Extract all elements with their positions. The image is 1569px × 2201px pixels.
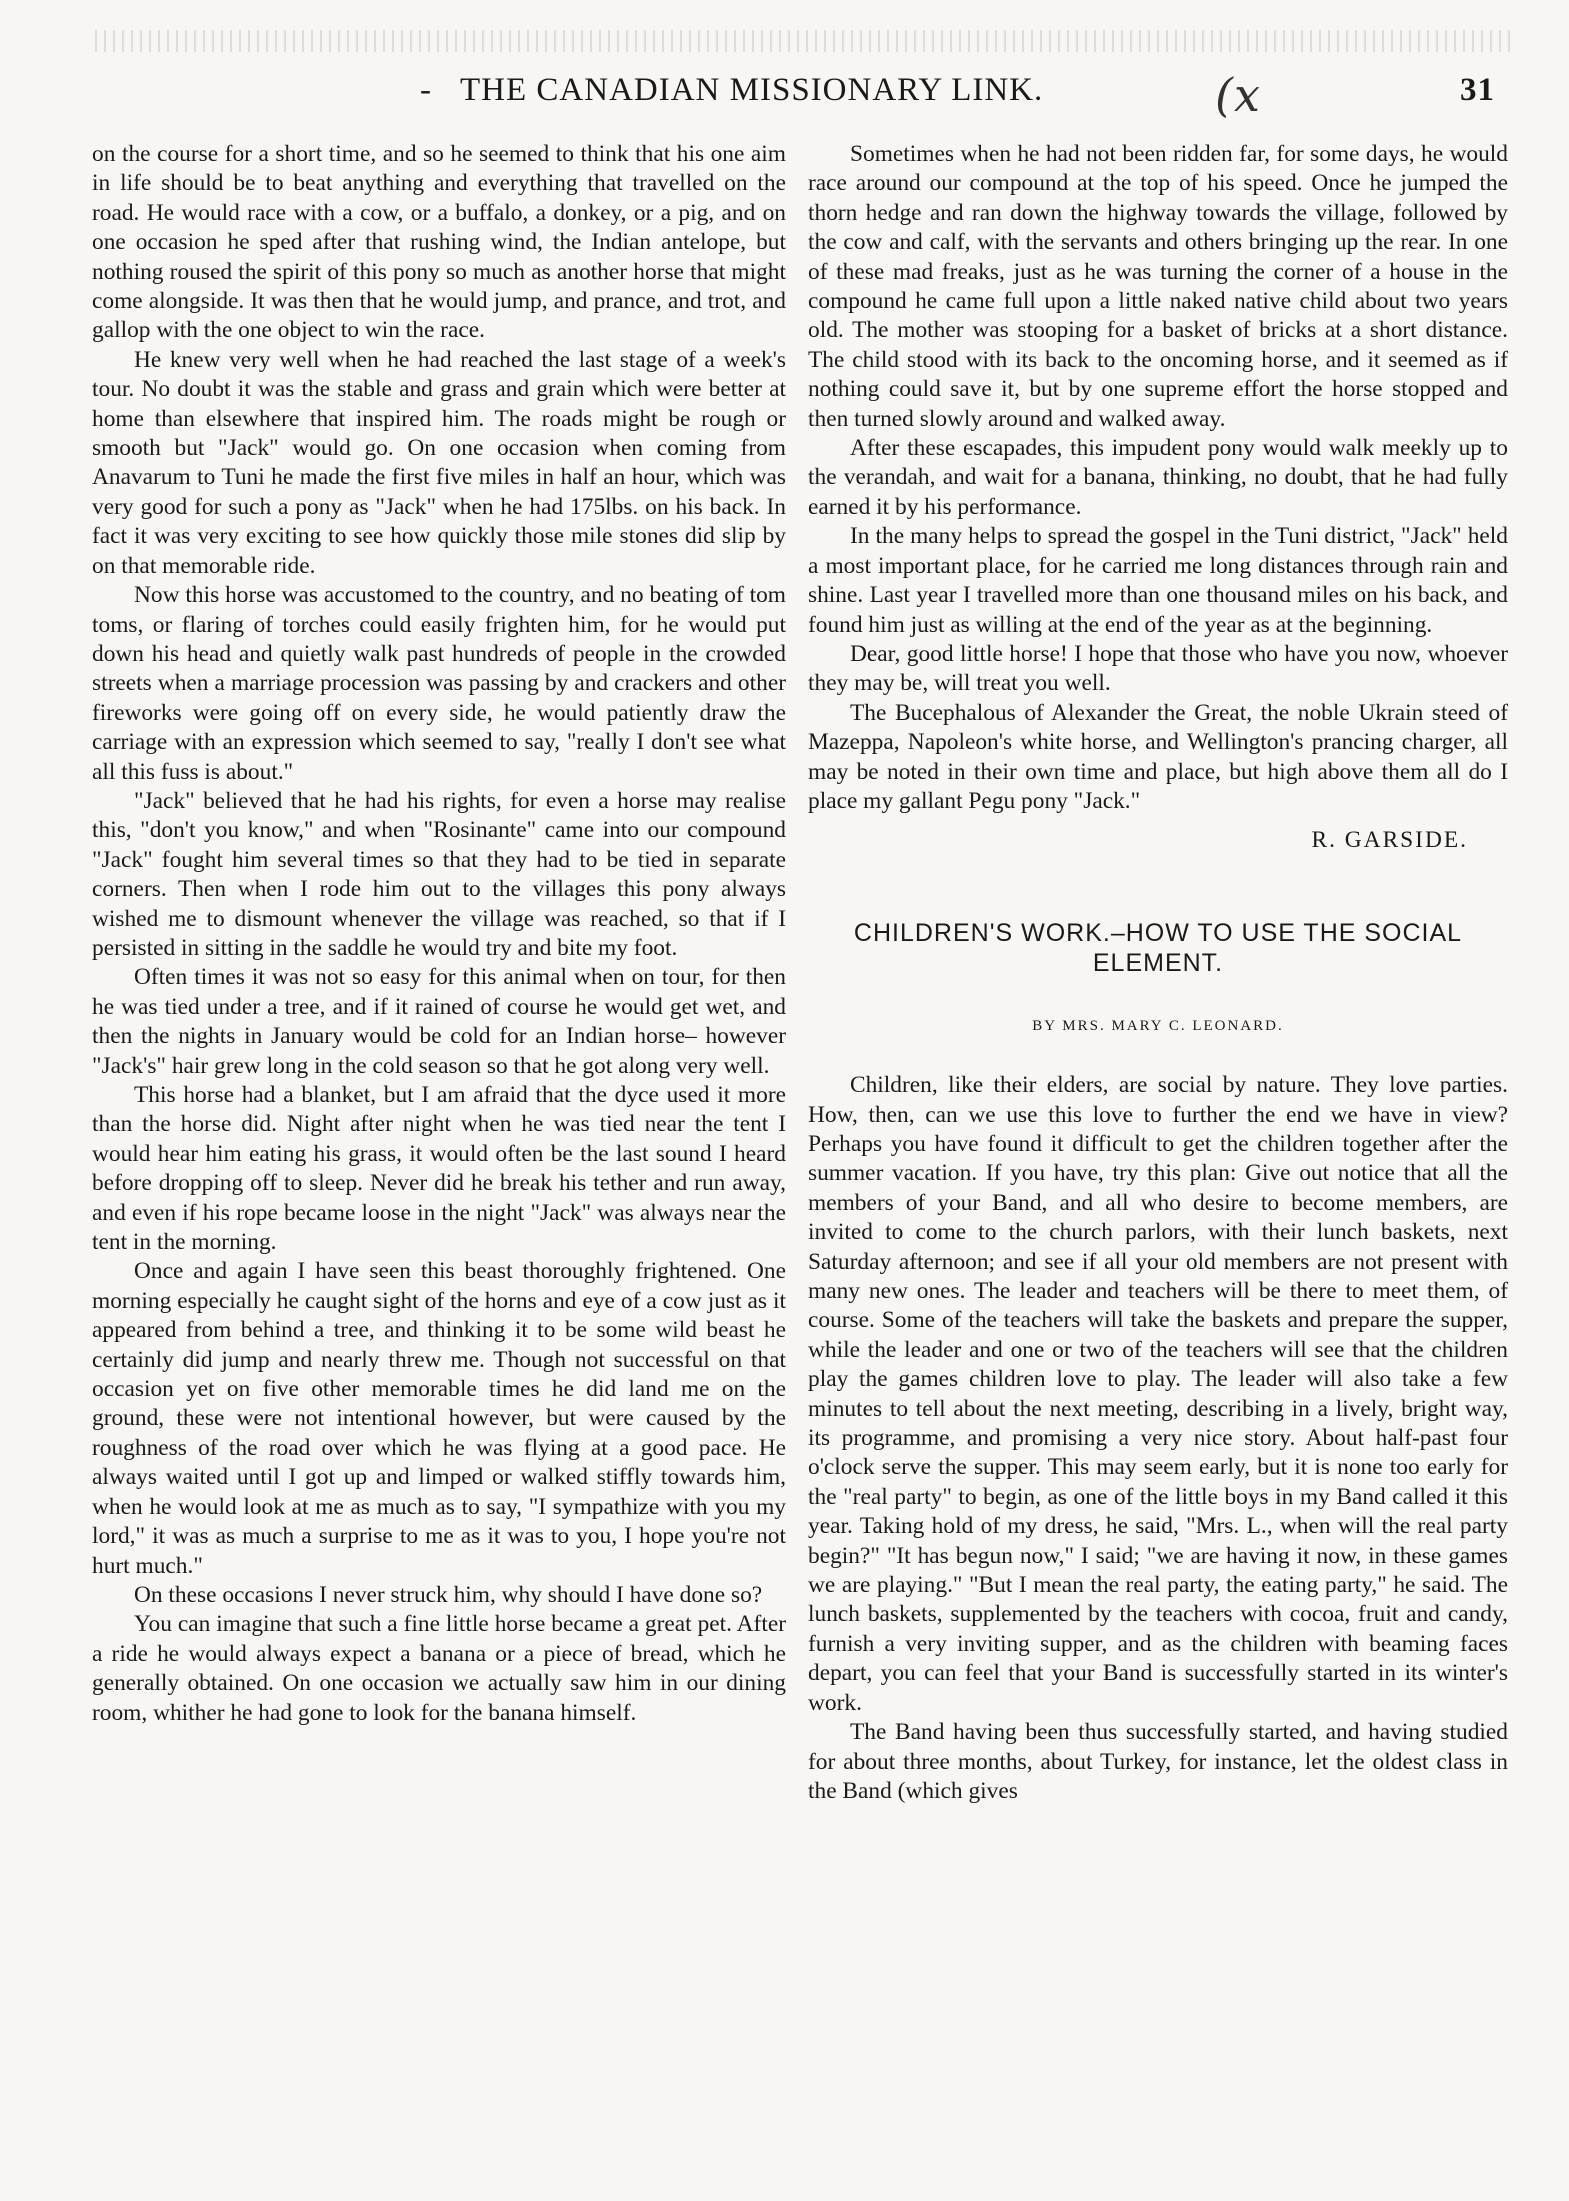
print-noise bbox=[95, 30, 1515, 52]
journal-title: THE CANADIAN MISSIONARY LINK. bbox=[460, 72, 1044, 108]
paragraph: Once and again I have seen this beast thoroughly frightened. One morning especially he caught sight of the horns and eye of a cow just as it appeared from behind a tree, and thinking it to be some wild beast he certainly did jump and nearly threw me. Though not successful on that occasion yet on five other memorable times he did land me on the ground, these were not intentional however, but were caused by the roughness of the road over which he was flying at a good pace. He always waited until I got up and limped or walked stiffly towards him, when he would look at me as much as to say, "I sympathize with you my lord," it was as much a surprise to me as it was to you, I hope you're not hurt much." bbox=[92, 1258, 786, 1579]
paragraph: He knew very well when he had reached the last stage of a week's tour. No doubt it was the stable and grass and grain which were better at home than elsewhere that inspired him. The roads might be rough or smooth but "Jack" would go. On one occasion when coming from Anavarum to Tuni he made the first five miles in half an hour, which was very good for such a pony as "Jack" when he had 175lbs. on his back. In fact it was very exciting to see how quickly those mile stones did slip by on that memorable ride. bbox=[92, 346, 786, 579]
paragraph: Often times it was not so easy for this animal when on tour, for then he was tied under a tree, and if it rained of course he would get wet, and then the nights in January would be cold for an Indian horse– however "Jack's" hair grew long in the cold season so that he got along very well. bbox=[92, 964, 786, 1079]
page-number: 31 bbox=[1460, 72, 1495, 108]
running-header bbox=[420, 68, 1495, 122]
article-title: CHILDREN'S WORK.–HOW TO USE THE SOCIAL ELEMENT. bbox=[853, 918, 1463, 977]
left-column bbox=[92, 140, 786, 1728]
author-signature: R. GARSIDE. bbox=[1311, 827, 1468, 854]
paragraph: After these escapades, this impudent pony would walk meekly up to the verandah, and wait for a banana, thinking, no doubt, that he had fully earned it by his performance. bbox=[808, 435, 1508, 520]
paragraph: Now this horse was accustomed to the country, and no beating of tom toms, or flaring of torches could easily frighten him, for he would put down his head and quietly walk past hundreds of people in the crowded streets when a marriage procession was passing by and crackers and other fireworks were going off on every side, he would patiently draw the carriage with an expression which seemed to say, "really I don't see what all this fuss is about." bbox=[92, 582, 786, 785]
paragraph: Dear, good little horse! I hope that those who have you now, whoever they may be, will treat you well. bbox=[808, 640, 1508, 697]
header-dash: - bbox=[420, 72, 432, 108]
paragraph: On these occasions I never struck him, why should I have done so? bbox=[134, 1581, 763, 1608]
paragraph: The Bucephalous of Alexander the Great, the noble Ukrain steed of Mazeppa, Napoleon's white horse, and Wellington's prancing charger, all may be noted in their own time and place, but high above them all do I place my gallant Pegu pony "Jack." bbox=[808, 699, 1508, 814]
paragraph: Sometimes when he had not been ridden far, for some days, he would race around our compound at the top of his speed. Once he jumped the thorn hedge and ran down the highway towards the village, followed by the cow and calf, with the servants and others bringing up the rear. In one of these mad freaks, just as he was turning the corner of a house in the compound he came full upon a little naked native child about two years old. The mother was stooping for a basket of bricks at a short distance. The child stood with its back to the oncoming horse, and it seemed as if nothing could save it, but by one supreme effort the horse stopped and then turned slowly around and walked away. bbox=[808, 141, 1508, 432]
right-column bbox=[808, 140, 1508, 1806]
paragraph: "Jack" believed that he had his rights, for even a horse may realise this, "don't you know," and when "Rosinante" came into our compound "Jack" fought him several times so that they had to be tied in separate corners. Then when I rode him out to the villages this pony always wished me to dismount whenever the village was reached, so that if I persisted in sitting in the saddle he would try and bite my foot. bbox=[92, 787, 786, 961]
article-byline: BY MRS. MARY C. LEONARD. bbox=[1032, 1017, 1284, 1034]
paragraph: This horse had a blanket, but I am afraid that the dyce used it more than the horse did. Night after night when he was tied near the tent I would hear him eating his grass, it would often be the last sound I heard before dropping off to sleep. Never did he break his tether and run away, and even if his rope became loose in the night "Jack" was always near the tent in the morning. bbox=[92, 1082, 786, 1256]
paragraph: The Band having been thus successfully started, and having studied for about three months, about Turkey, for instance, let the oldest class in the Band (which gives bbox=[808, 1719, 1508, 1804]
handwritten-mark: (x bbox=[1215, 68, 1261, 122]
paragraph: In the many helps to spread the gospel in the Tuni district, "Jack" held a most important place, for he carried me long distances through rain and shine. Last year I travelled more than one thousand miles on his back, and found him just as willing at the end of the year as at the beginning. bbox=[808, 523, 1508, 638]
paragraph: You can imagine that such a fine little horse became a great pet. After a ride he would always expect a banana or a piece of bread, which he generally obtained. On one occasion we actually saw him in our dining room, whither he had gone to look for the banana himself. bbox=[92, 1611, 786, 1726]
paragraph: on the course for a short time, and so he seemed to think that his one aim in life should be to beat anything and everything that travelled on the road. He would race with a cow, or a buffalo, a donkey, or a pig, and on one occasion he sped after that rushing wind, the Indian antelope, but nothing roused the spirit of this pony so much as another horse that might come alongside. It was then that he would jump, and prance, and trot, and gallop with the one object to win the race. bbox=[92, 141, 786, 344]
paragraph: Children, like their elders, are social by nature. They love parties. How, then, can we use this love to further the end we have in view? Perhaps you have found it difficult to get the children together after the summer vacation. If you have, try this plan: Give out notice that all the members of your Band, and all who desire to become members, are invited to come to the church parlors, with their lunch baskets, next Saturday afternoon; and see if all your old members are not present with many new ones. The leader and teachers will be there to meet them, of course. Some of the teachers will take the baskets and prepare the supper, while the leader and one or two of the teachers will see that the children play the games children love to play. The leader will also take a few minutes to tell about the next meeting, describing in a lively, bright way, its programme, and promising a very nice story. About half-past four o'clock serve the supper. This may seem early, but it is none too early for the "real party" to begin, as one of the little boys in my Band called it this year. Taking hold of my dress, he said, "Mrs. L., when will the real party begin?" "It has begun now," I said; "we are having it now, in these games we are playing." "But I mean the real party, the eating party," he said. The lunch baskets, supplemented by the teachers with cocoa, fruit and candy, furnish a very inviting supper, and as the children with beaming faces depart, you can feel that your Band is successfully started in its winter's work. bbox=[808, 1072, 1508, 1716]
